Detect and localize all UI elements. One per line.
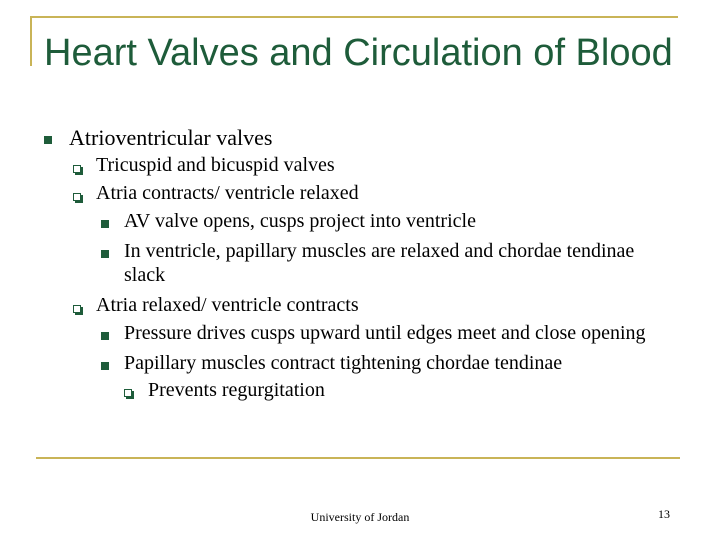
filled-square-bullet-icon	[101, 332, 109, 340]
bullet-item-papillary-relaxed	[0, 239, 720, 287]
bullet-item-atria-relaxed	[0, 293, 720, 318]
bullet-text: Papillary muscles contract tightening chordae tendinae	[124, 352, 563, 374]
hollow-square-bullet-icon	[73, 193, 81, 201]
bullet-text: Prevents regurgitation	[148, 379, 325, 401]
filled-square-bullet-icon	[44, 136, 52, 144]
bullet-text: Atria contracts/ ventricle relaxed	[96, 182, 359, 204]
bullet-text: Tricuspid and bicuspid valves	[96, 154, 335, 176]
bullet-item-atria-contracts	[0, 181, 720, 206]
hollow-square-bullet-icon	[124, 389, 132, 397]
bullet-text: AV valve opens, cusps project into ventricle	[124, 210, 476, 232]
bullet-item-atrioventricular-valves	[0, 126, 720, 150]
filled-square-bullet-icon	[101, 250, 109, 258]
bullet-item-pressure-drives-cusps	[0, 321, 720, 345]
slide-title: Heart Valves and Circulation of Blood	[44, 32, 673, 74]
bottom-rule	[36, 457, 680, 459]
hollow-square-bullet-icon	[73, 305, 81, 313]
bullet-item-tricuspid-bicuspid	[0, 153, 720, 178]
page-number: 13	[658, 507, 670, 521]
bullet-list	[0, 126, 720, 402]
filled-square-bullet-icon	[101, 220, 109, 228]
bullet-text: Atria relaxed/ ventricle contracts	[96, 294, 359, 316]
filled-square-bullet-icon	[101, 362, 109, 370]
bullet-text: Pressure drives cusps upward until edges meet and close opening	[124, 322, 646, 344]
bullet-item-papillary-contract	[0, 351, 720, 375]
bullet-item-prevents-regurgitation	[0, 378, 720, 402]
hollow-square-bullet-icon	[73, 165, 81, 173]
footer-text: University of Jordan	[310, 510, 410, 524]
top-rule	[30, 16, 678, 18]
left-rule	[30, 16, 32, 66]
bullet-text: In ventricle, papillary muscles are relaxed and chordae tendinae slack	[124, 240, 635, 286]
bullet-item-av-valve-opens	[0, 209, 720, 233]
bullet-text: Atrioventricular valves	[69, 125, 273, 150]
